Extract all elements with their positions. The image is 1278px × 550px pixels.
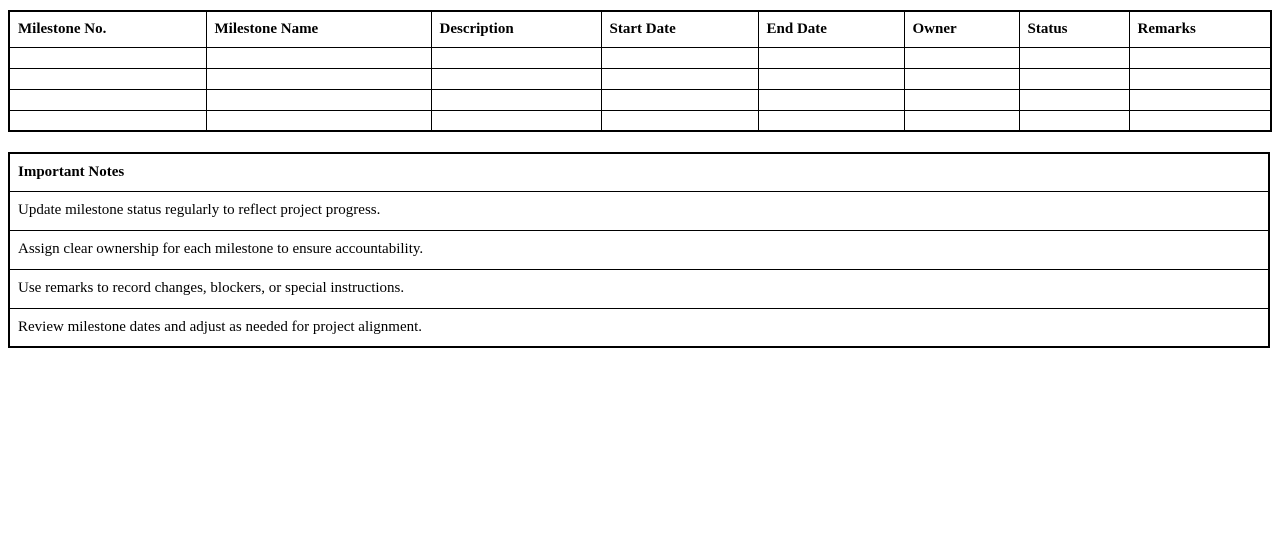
note-item: Assign clear ownership for each milestone to ensure accountability. <box>9 230 1269 269</box>
empty-cell <box>601 89 758 110</box>
empty-cell <box>1129 47 1271 68</box>
column-header-end-date: End Date <box>758 11 904 47</box>
note-row <box>9 269 1269 308</box>
empty-cell <box>601 47 758 68</box>
milestone-empty-row <box>9 110 1271 131</box>
empty-cell <box>601 110 758 131</box>
empty-cell <box>1129 110 1271 131</box>
empty-cell <box>758 110 904 131</box>
milestone-header-row <box>9 11 1271 47</box>
milestone-empty-row <box>9 47 1271 68</box>
empty-cell <box>1019 68 1129 89</box>
empty-cell <box>1129 89 1271 110</box>
notes-title: Important Notes <box>9 153 1269 191</box>
note-row <box>9 230 1269 269</box>
empty-cell <box>9 47 206 68</box>
empty-cell <box>9 110 206 131</box>
notes-table <box>8 152 1270 348</box>
empty-cell <box>904 47 1019 68</box>
empty-cell <box>9 89 206 110</box>
empty-cell <box>1129 68 1271 89</box>
note-row <box>9 308 1269 347</box>
empty-cell <box>206 68 431 89</box>
column-header-milestone-name: Milestone Name <box>206 11 431 47</box>
empty-cell <box>758 89 904 110</box>
empty-cell <box>431 68 601 89</box>
column-header-milestone-no: Milestone No. <box>9 11 206 47</box>
notes-header-row <box>9 153 1269 191</box>
empty-cell <box>431 47 601 68</box>
milestone-empty-row <box>9 89 1271 110</box>
empty-cell <box>206 89 431 110</box>
empty-cell <box>206 110 431 131</box>
empty-cell <box>758 47 904 68</box>
empty-cell <box>601 68 758 89</box>
empty-cell <box>1019 110 1129 131</box>
milestone-empty-row <box>9 68 1271 89</box>
milestone-table <box>8 10 1272 132</box>
empty-cell <box>206 47 431 68</box>
empty-cell <box>431 89 601 110</box>
column-header-start-date: Start Date <box>601 11 758 47</box>
empty-cell <box>1019 89 1129 110</box>
column-header-description: Description <box>431 11 601 47</box>
empty-cell <box>904 89 1019 110</box>
empty-cell <box>9 68 206 89</box>
note-item: Review milestone dates and adjust as needed for project alignment. <box>9 308 1269 347</box>
note-item: Update milestone status regularly to reflect project progress. <box>9 191 1269 230</box>
empty-cell <box>1019 47 1129 68</box>
column-header-owner: Owner <box>904 11 1019 47</box>
empty-cell <box>904 110 1019 131</box>
note-row <box>9 191 1269 230</box>
column-header-remarks: Remarks <box>1129 11 1271 47</box>
note-item: Use remarks to record changes, blockers, or special instructions. <box>9 269 1269 308</box>
column-header-status: Status <box>1019 11 1129 47</box>
empty-cell <box>904 68 1019 89</box>
empty-cell <box>431 110 601 131</box>
empty-cell <box>758 68 904 89</box>
